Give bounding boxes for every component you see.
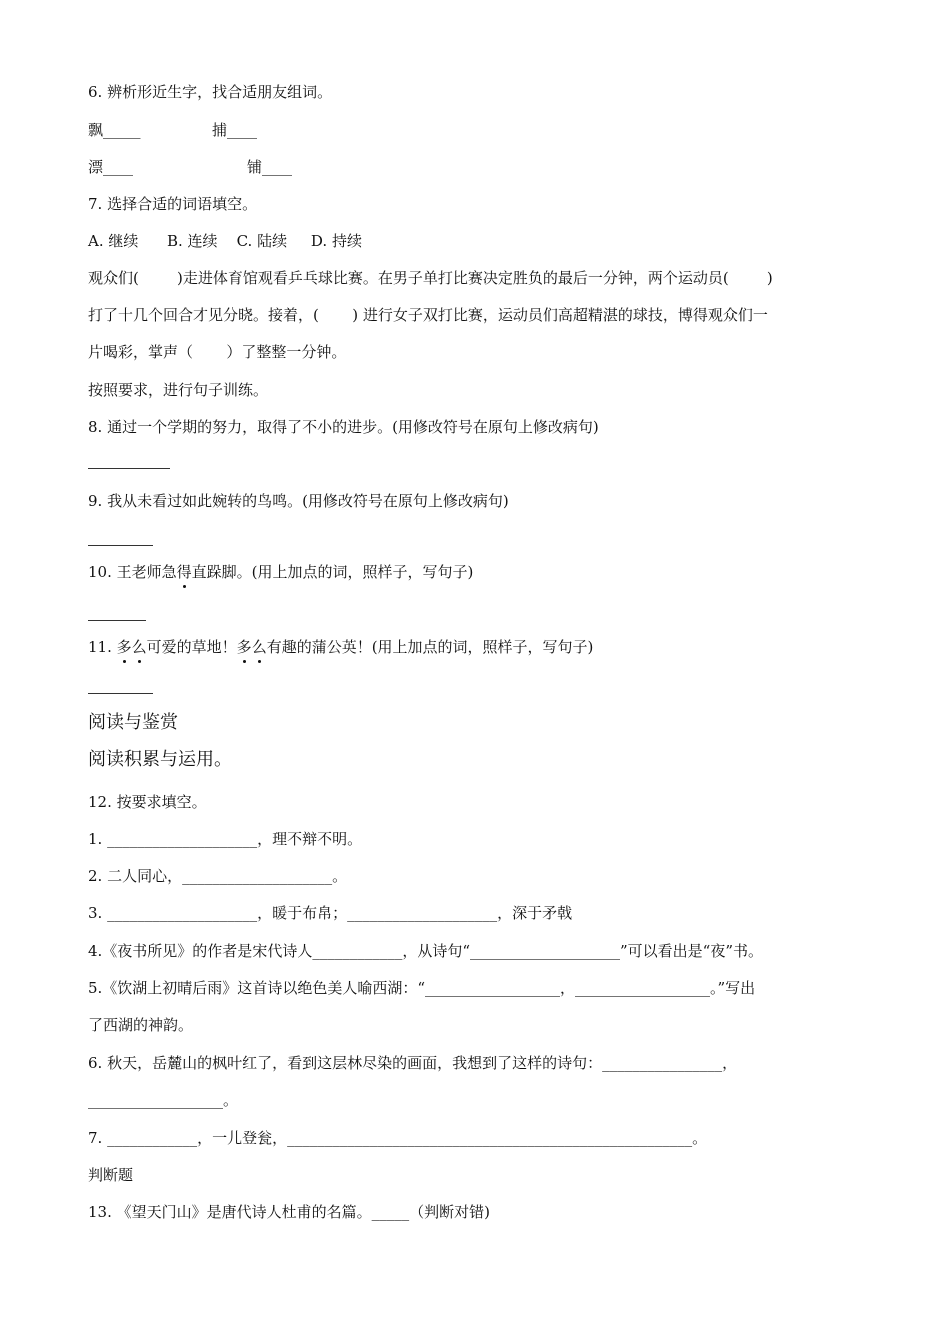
emphasis-dot-char: 么: [131, 638, 147, 656]
q12-item-6: 6. 秋天，岳麓山的枫叶红了，看到这层林尽染的画面，我想到了这样的诗句：________________，: [88, 1054, 738, 1072]
q12-item-1: 1. ____________________，理不辩不明。: [88, 830, 363, 848]
q12-item-7: 7. ____________，一儿登瓮，______________________________________________________。: [88, 1129, 708, 1147]
q6-title: 6. 辨析形近生字，找合适朋友组词。: [88, 83, 333, 101]
q12-item-6-continued: __________________。: [88, 1091, 239, 1109]
emphasis-dot-char: 得: [176, 563, 192, 581]
q12-item-5-continued: 了西湖的神韵。: [88, 1016, 194, 1034]
q7-paragraph-line: 观众们( )走进体育馆观看乒乓球比赛。在男子单打比赛决定胜负的最后一分钟，两个运动员( ): [88, 269, 773, 287]
heading-reading-appreciation: 阅读与鉴赏: [88, 712, 178, 733]
q7-paragraph-line: 片喝彩，掌声（ ）了整整一分钟。: [88, 343, 347, 361]
q7-title: 7. 选择合适的词语填空。: [88, 195, 258, 213]
q6-row2-a: 漂____: [88, 158, 134, 176]
emphasis-dot-char: 多: [236, 638, 252, 656]
q8-answer-line[interactable]: [88, 468, 170, 469]
emphasis-dot-char: 么: [251, 638, 267, 656]
heading-true-false: 判断题: [88, 1166, 134, 1184]
q7-options: A. 继续 B. 连续 C. 陆续 D. 持续: [88, 232, 362, 250]
q7-paragraph-line: 打了十几个回合才见分晓。接着，( ) 进行女子双打比赛，运动员们高超精湛的球技，博得观众们一: [88, 306, 768, 324]
q12-item-4: 4.《夜书所见》的作者是宋代诗人____________，从诗句“____________________”可以看出是“夜”书。: [88, 942, 763, 960]
q12-title: 12. 按要求填空。: [88, 793, 207, 811]
q11-text: 11. 多么可爱的草地！多么有趣的蒲公英！(用上加点的词，照样子，写句子): [88, 638, 594, 656]
q13-text: 13. 《望天门山》是唐代诗人杜甫的名篇。_____（判断对错): [88, 1203, 490, 1221]
q8-text: 8. 通过一个学期的努力，取得了不小的进步。(用修改符号在原句上修改病句): [88, 418, 599, 436]
q10-text: 10. 王老师急得直跺脚。(用上加点的词，照样子，写句子): [88, 563, 474, 581]
emphasis-dot-char: 多: [116, 638, 132, 656]
q9-answer-line[interactable]: [88, 545, 153, 546]
q9-text: 9. 我从未看过如此婉转的鸟鸣。(用修改符号在原句上修改病句): [88, 492, 509, 510]
q12-item-2: 2. 二人同心，____________________。: [88, 867, 348, 885]
q6-row1-b: 捕____: [212, 121, 258, 139]
heading-reading-accumulation: 阅读积累与运用。: [88, 749, 232, 770]
section-sentence-training: 按照要求，进行句子训练。: [88, 381, 269, 399]
q12-item-5: 5.《饮湖上初晴后雨》这首诗以绝色美人喻西湖：“__________________，__________________。”写出: [88, 979, 756, 997]
q12-item-3: 3. ____________________，暖于布帛；____________________，深于矛戟: [88, 904, 573, 922]
q6-row1-a: 飘_____: [88, 121, 141, 139]
q10-answer-line[interactable]: [88, 620, 146, 621]
q6-row2-b: 铺____: [247, 158, 293, 176]
q11-answer-line[interactable]: [88, 693, 153, 694]
